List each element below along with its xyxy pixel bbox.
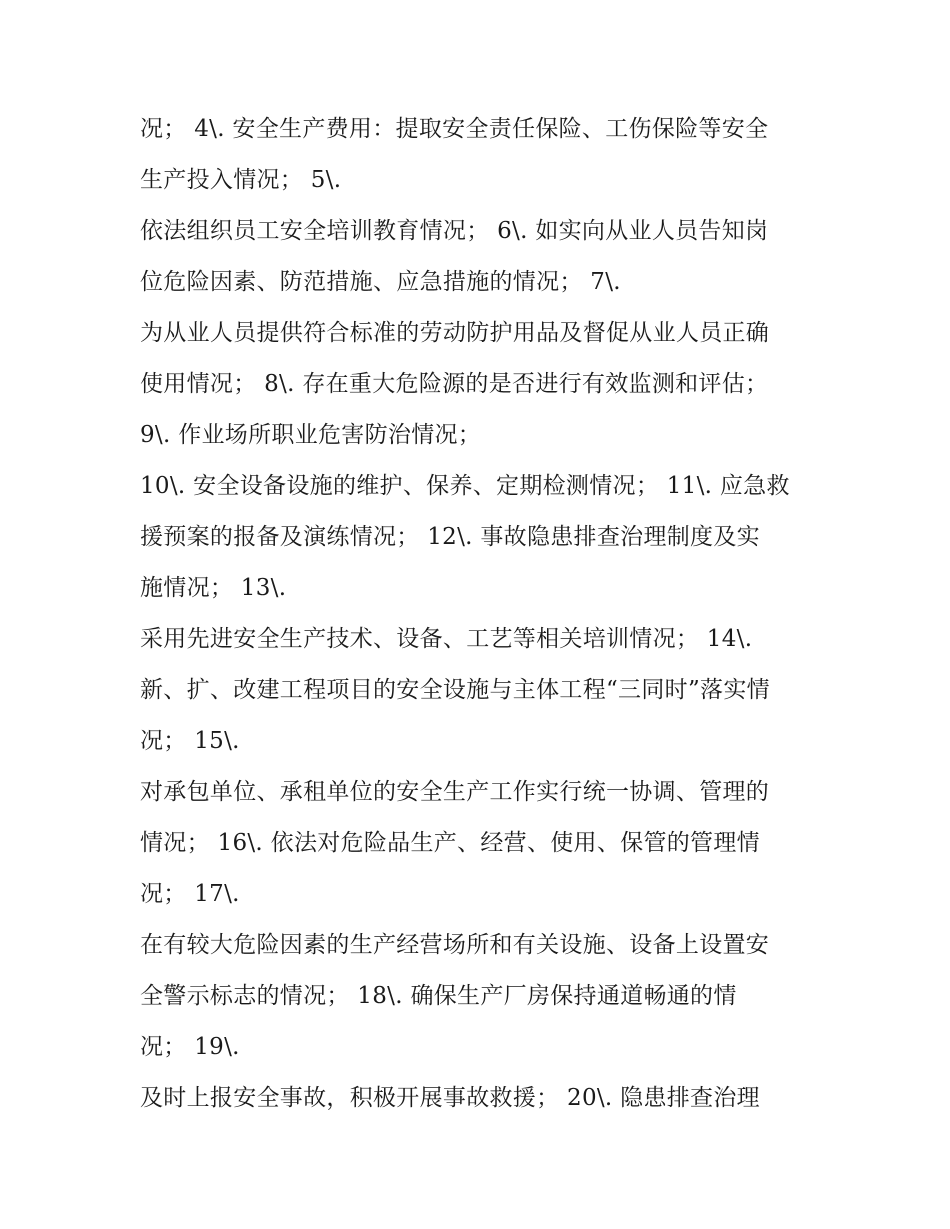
- text-line: 在有较大危险因素的生产经营场所和有关设施、设备上设置安: [140, 932, 770, 958]
- text-line: 9\. 作业场所职业危害防治情况；: [140, 422, 482, 448]
- text-line: 况； 19\.: [140, 1034, 240, 1060]
- text-line: 使用情况； 8\. 存在重大危险源的是否进行有效监测和评估；: [140, 371, 769, 397]
- text-line: 施情况； 13\.: [140, 575, 287, 601]
- text-line: 10\. 安全设备设施的维护、保养、定期检测情况； 11\. 应急救: [140, 473, 790, 499]
- text-line: 生产投入情况； 5\.: [140, 167, 342, 193]
- text-line: 对承包单位、承租单位的安全生产工作实行统一协调、管理的: [140, 779, 770, 805]
- text-line: 新、扩、改建工程项目的安全设施与主体工程“三同时”落实情: [140, 677, 770, 703]
- text-line: 采用先进安全生产技术、设备、工艺等相关培训情况； 14\.: [140, 626, 753, 652]
- text-line: 及时上报安全事故，积极开展事故救援； 20\. 隐患排查治理: [140, 1085, 760, 1111]
- text-line: 位危险因素、防范措施、应急措施的情况； 7\.: [140, 269, 621, 295]
- text-line: 情况； 16\. 依法对危险品生产、经营、使用、保管的管理情: [140, 830, 760, 856]
- text-line: 况； 17\.: [140, 881, 240, 907]
- text-line: 为从业人员提供符合标准的劳动防护用品及督促从业人员正确: [140, 320, 770, 346]
- text-line: 况； 15\.: [140, 728, 240, 754]
- text-line: 依法组织员工安全培训教育情况； 6\. 如实向从业人员告知岗: [140, 218, 769, 244]
- text-line: 况； 4\. 安全生产费用：提取安全责任保险、工伤保险等安全: [140, 116, 769, 142]
- text-line: 全警示标志的情况； 18\. 确保生产厂房保持通道畅通的情: [140, 983, 737, 1009]
- body-text: [140, 104, 830, 1124]
- text-line: 援预案的报备及演练情况； 12\. 事故隐患排查治理制度及实: [140, 524, 760, 550]
